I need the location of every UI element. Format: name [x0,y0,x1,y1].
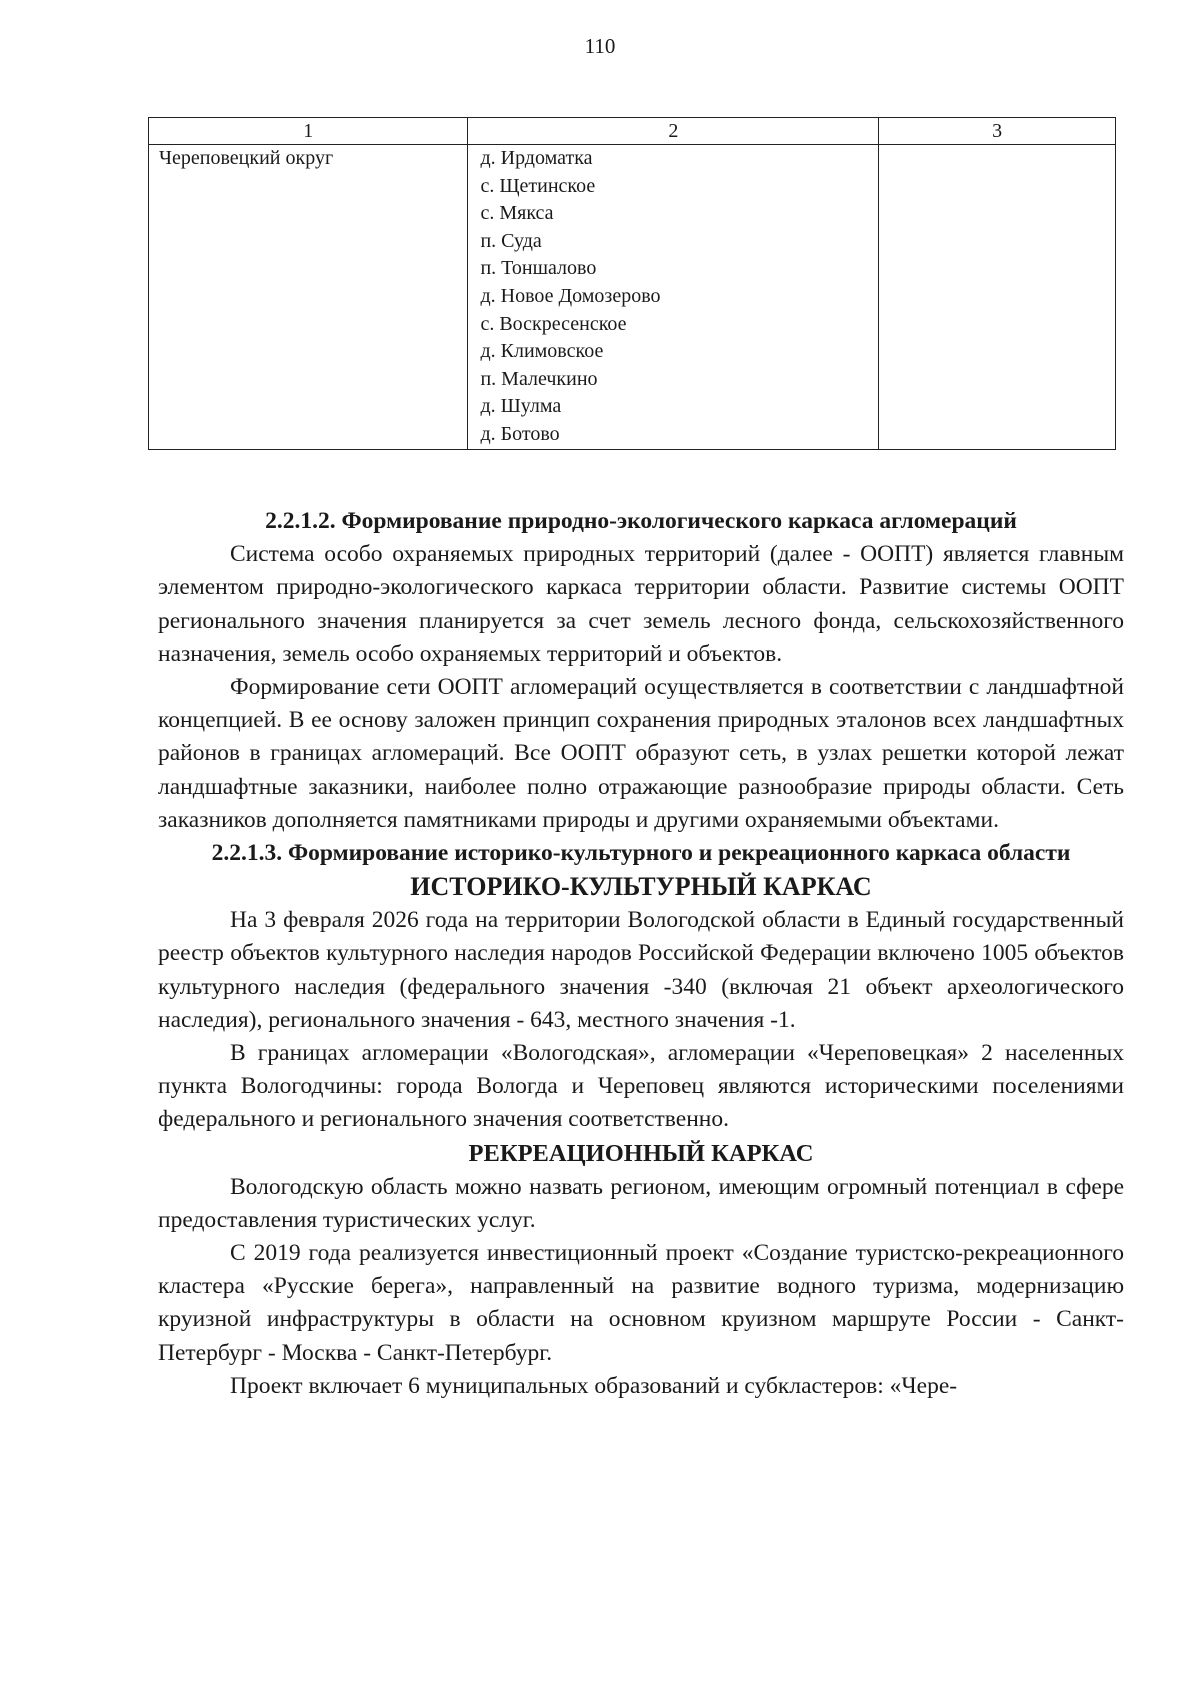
settlement-item: п. Тоншалово [480,257,597,280]
document-body [158,505,1124,1403]
settlements-table [148,117,1116,450]
paragraph: Вологодскую область можно назвать регионом, имеющим огромный потенциал в сфере предоставления туристических услуг. [158,1173,1124,1233]
col3-cell [879,145,1116,450]
settlement-item: д. Ботово [480,422,560,445]
paragraph: На 3 февраля 2026 года на территории Вологодской области в Единый государственный реестр объектов культурного наследия народов Российской Федерации включено 1005 объектов культурного наследия (федерального значения -340 (включая 21 объект археологического наследия), регионального значения - 643, местного значения -1. [158,907,1124,1033]
historic-framework-title: ИСТОРИКО-КУЛЬТУРНЫЙ КАРКАС [410,872,872,902]
settlement-item: с. Воскресенское [480,312,627,335]
recreational-framework-title: РЕКРЕАЦИОННЫЙ КАРКАС [468,1139,814,1167]
settlement-item: с. Щетинское [480,174,596,197]
paragraph: В границах агломерации «Вологодская», агломерации «Череповецкая» 2 населенных пункта Вологодчины: города Вологда и Череповец являются историческими поселениями федерального и регионального значения соответственно. [158,1040,1124,1133]
settlement-item: д. Шулма [480,395,562,418]
settlement-item: с. Мякса [480,202,554,225]
section-heading-2-2-1-2: 2.2.1.2. Формирование природно-экологического каркаса агломераций [265,508,1017,534]
paragraph: Формирование сети ООПТ агломераций осуществляется в соответствии с ландшафтной концепцией. В ее основу заложен принцип сохранения природных эталонов всех ландшафтных районов в границах агломераций. Все ООПТ образуют сеть, в узлах решетки которой лежат ландшафтные заказники, наиболее полно отражающие разнообразие природы области. Сеть заказников дополняется памятниками природы и другими охраняемыми объектами. [158,674,1124,833]
table-header-col1: 1 [149,118,468,145]
settlement-item: п. Малечкино [480,367,598,390]
district-cell: Череповецкий округ [149,145,468,450]
table-header-col3: 3 [879,118,1116,145]
settlement-item: п. Суда [480,229,542,252]
settlements-cell [468,145,879,450]
paragraph: Система особо охраняемых природных территорий (далее - ООПТ) является главным элементом природно-экологического каркаса территории области. Развитие системы ООПТ регионального значения планируется за счет земель лесного фонда, сельскохозяйственного назначения, земель особо охраняемых территорий и объектов. [158,541,1124,667]
settlement-item: д. Новое Домозерово [480,284,661,307]
paragraph: С 2019 года реализуется инвестиционный проект «Создание туристско-рекреационного кластера «Русские берега», направленный на развитие водного туризма, модернизацию круизной инфраструктуры в области на основном круизном маршруте России - Санкт-Петербург - Москва - Санкт-Петербург. [158,1240,1124,1366]
settlement-item: д. Ирдоматка [480,147,593,169]
page-number: 110 [584,34,616,58]
table-row [149,145,1116,450]
section-heading-2-2-1-3: 2.2.1.3. Формирование историко-культурного и рекреационного каркаса области [211,840,1071,867]
table-header-col2: 2 [468,118,879,145]
paragraph: Проект включает 6 муниципальных образований и субкластеров: «Чере- [230,1372,958,1399]
settlement-item: д. Климовское [480,340,604,363]
table-header-row [149,118,1116,145]
